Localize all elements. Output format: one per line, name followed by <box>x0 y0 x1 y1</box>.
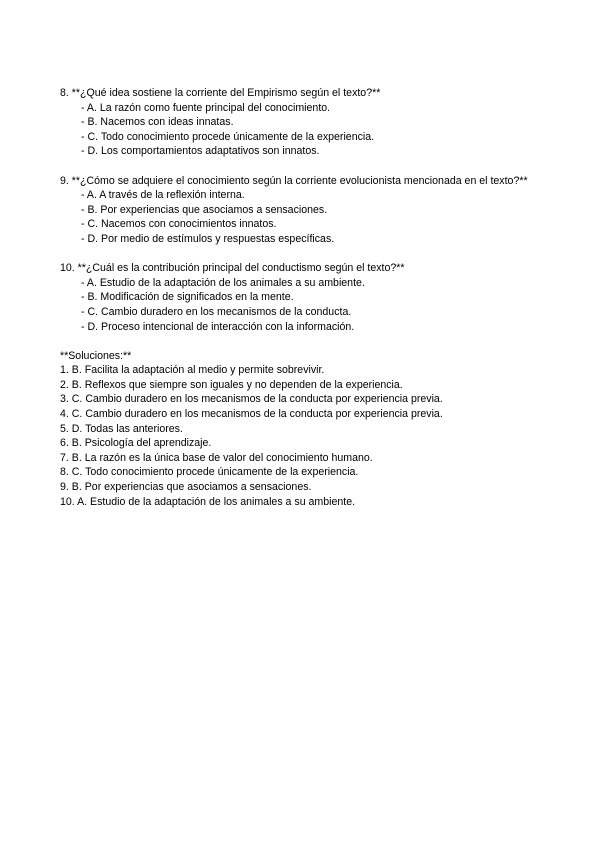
option-c: - C. Todo conocimiento procede únicamente de la experiencia. <box>81 130 375 143</box>
solution-item: 2. B. Reflexos que siempre son iguales y no dependen de la experiencia. <box>60 378 403 391</box>
option-d: - D. Los comportamientos adaptativos son innatos. <box>81 145 320 158</box>
option-a: - A. A través de la reflexión interna. <box>81 189 245 202</box>
option-b: - B. Modificación de significados en la mente. <box>81 291 294 304</box>
option-list <box>60 188 540 246</box>
option-d: - D. Proceso intencional de interacción con la información. <box>81 320 355 333</box>
option-a: - A. La razón como fuente principal del conocimiento. <box>81 101 331 114</box>
solution-item: 6. B. Psicología del aprendizaje. <box>60 437 212 450</box>
question-9 <box>60 174 540 247</box>
option-d: - D. Por medio de estímulos y respuestas específicas. <box>81 232 335 245</box>
solution-item: 4. C. Cambio duradero en los mecanismos de la conducta por experiencia previa. <box>60 408 443 421</box>
option-a: - A. Estudio de la adaptación de los animales a su ambiente. <box>81 276 365 289</box>
solution-item: 5. D. Todas las anteriores. <box>60 422 183 435</box>
option-c: - C. Nacemos con conocimientos innatos. <box>81 218 277 231</box>
solutions-title: **Soluciones:** <box>60 349 132 362</box>
question-10 <box>60 261 540 334</box>
option-b: - B. Nacemos con ideas innatas. <box>81 116 234 129</box>
solution-item: 8. C. Todo conocimiento procede únicamente de la experiencia. <box>60 466 359 479</box>
solutions-section <box>60 349 540 510</box>
option-list <box>60 276 540 334</box>
question-text: 10. **¿Cuál es la contribución principal del conductismo según el texto?** <box>60 262 405 275</box>
option-c: - C. Cambio duradero en los mecanismos de la conducta. <box>81 305 352 318</box>
solution-item: 7. B. La razón es la única base de valor del conocimiento humano. <box>60 451 373 464</box>
solution-item: 1. B. Facilita la adaptación al medio y permite sobrevivir. <box>60 364 325 377</box>
solutions-list <box>60 363 540 509</box>
option-b: - B. Por experiencias que asociamos a sensaciones. <box>81 203 328 216</box>
solution-item: 10. A. Estudio de la adaptación de los animales a su ambiente. <box>60 495 356 508</box>
option-list <box>60 101 540 159</box>
question-8 <box>60 86 540 159</box>
question-text: 8. **¿Qué idea sostiene la corriente del Empirismo según el texto?** <box>60 87 381 99</box>
solution-item: 3. C. Cambio duradero en los mecanismos de la conducta por experiencia previa. <box>60 393 443 406</box>
document-content <box>60 86 540 509</box>
solution-item: 9. B. Por experiencias que asociamos a sensaciones. <box>60 481 312 494</box>
question-text: 9. **¿Cómo se adquiere el conocimiento según la corriente evolucionista mencionada en el texto?** <box>60 174 528 187</box>
